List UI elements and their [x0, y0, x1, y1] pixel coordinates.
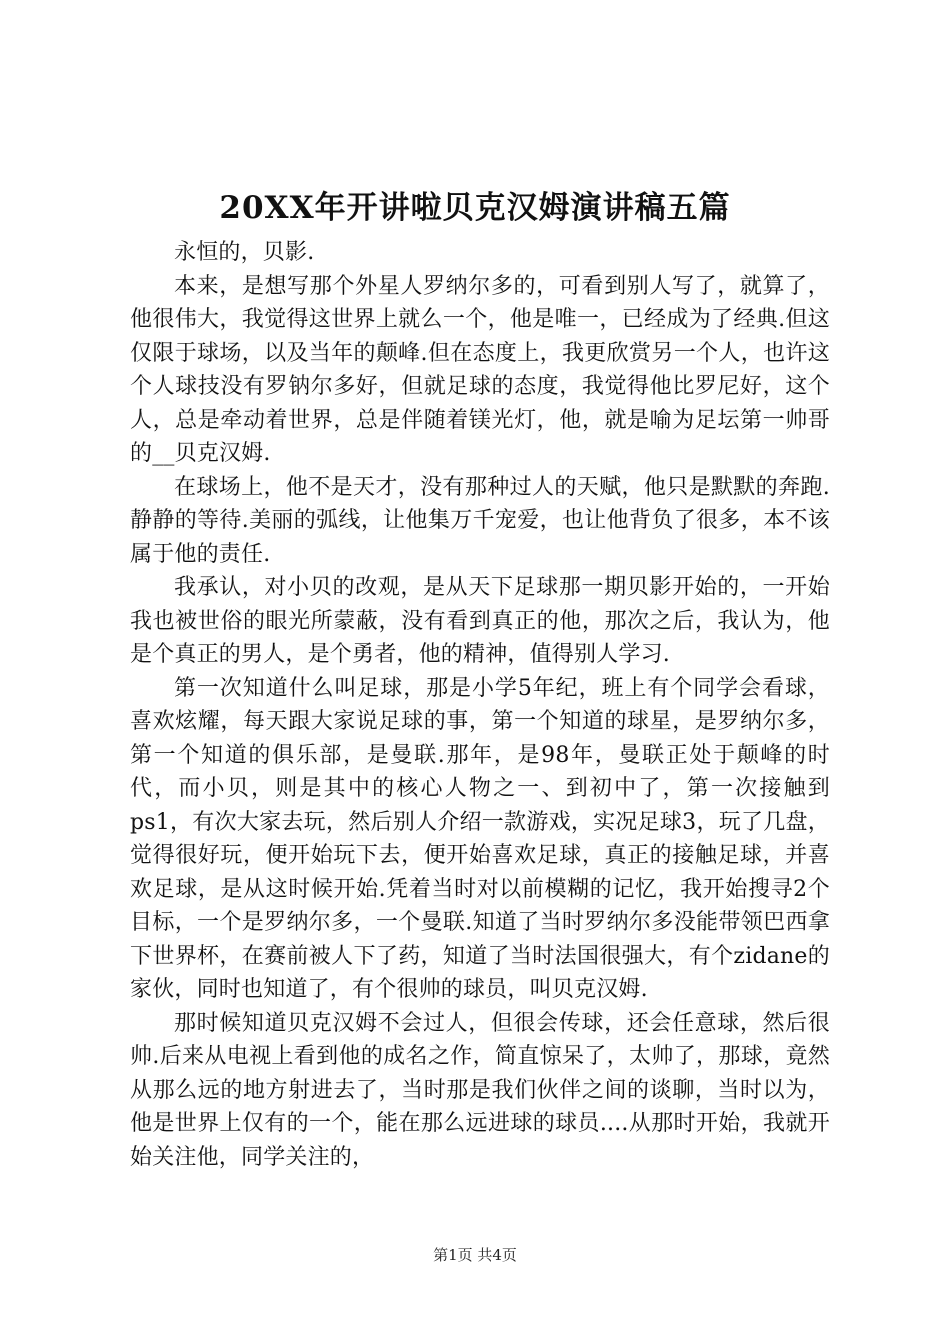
paragraph: 永恒的，贝影. — [174, 240, 315, 265]
document-body — [130, 236, 830, 1174]
document-title: 20XX年开讲啦贝克汉姆演讲稿五篇 — [219, 190, 731, 226]
paragraph: 在球场上，他不是天才，没有那种过人的天赋，他只是默默的奔跑.静静的等待.美丽的弧线，让他集万千宠爱，也让他背负了很多，本不该属于他的责任. — [130, 474, 830, 567]
page-footer: 第1页 共4页 — [433, 1246, 517, 1264]
paragraph: 那时候知道贝克汉姆不会过人，但很会传球，还会任意球，然后很帅.后来从电视上看到他的成名之作，简直惊呆了，太帅了，那球，竟然从那么远的地方射进去了，当时那是我们伙伴之间的谈聊，当时以为，他是世界上仅有的一个，能在那么远进球的球员....从那时开始，我就开始关注他，同学关注的， — [130, 1010, 830, 1170]
paragraph: 本来，是想写那个外星人罗纳尔多的，可看到别人写了，就算了，他很伟大，我觉得这世界上就么一个，他是唯一，已经成为了经典.但这仅限于球场，以及当年的颠峰.但在态度上，我更欣赏另一个人，也许这个人球技没有罗钠尔多好，但就足球的态度，我觉得他比罗尼好，这个人，总是牵动着世界，总是伴随着镁光灯，他，就是喻为足坛第一帅哥的__贝克汉姆. — [130, 273, 830, 466]
paragraph: 第一次知道什么叫足球，那是小学5年纪，班上有个同学会看球，喜欢炫耀，每天跟大家说足球的事，第一个知道的球星，是罗纳尔多，第一个知道的俱乐部，是曼联.那年，是98年，曼联正处于颠峰的时代，而小贝，则是其中的核心人物之一、到初中了，第一次接触到ps1，有次大家去玩，然后别人介绍一款游戏，实况足球3，玩了几盘，觉得很好玩，便开始玩下去，便开始喜欢足球，真正的接触足球，并喜欢足球，是从这时候开始.凭着当时对以前模糊的记忆，我开始搜寻2个目标，一个是罗纳尔多，一个曼联.知道了当时罗纳尔多没能带领巴西拿下世界杯，在赛前被人下了药，知道了当时法国很强大，有个zidane的家伙，同时也知道了，有个很帅的球员，叫贝克汉姆. — [130, 675, 830, 1002]
paragraph: 我承认，对小贝的改观，是从天下足球那一期贝影开始的，一开始我也被世俗的眼光所蒙蔽，没有看到真正的他，那次之后，我认为，他是个真正的男人，是个勇者，他的精神，值得别人学习. — [130, 575, 830, 667]
